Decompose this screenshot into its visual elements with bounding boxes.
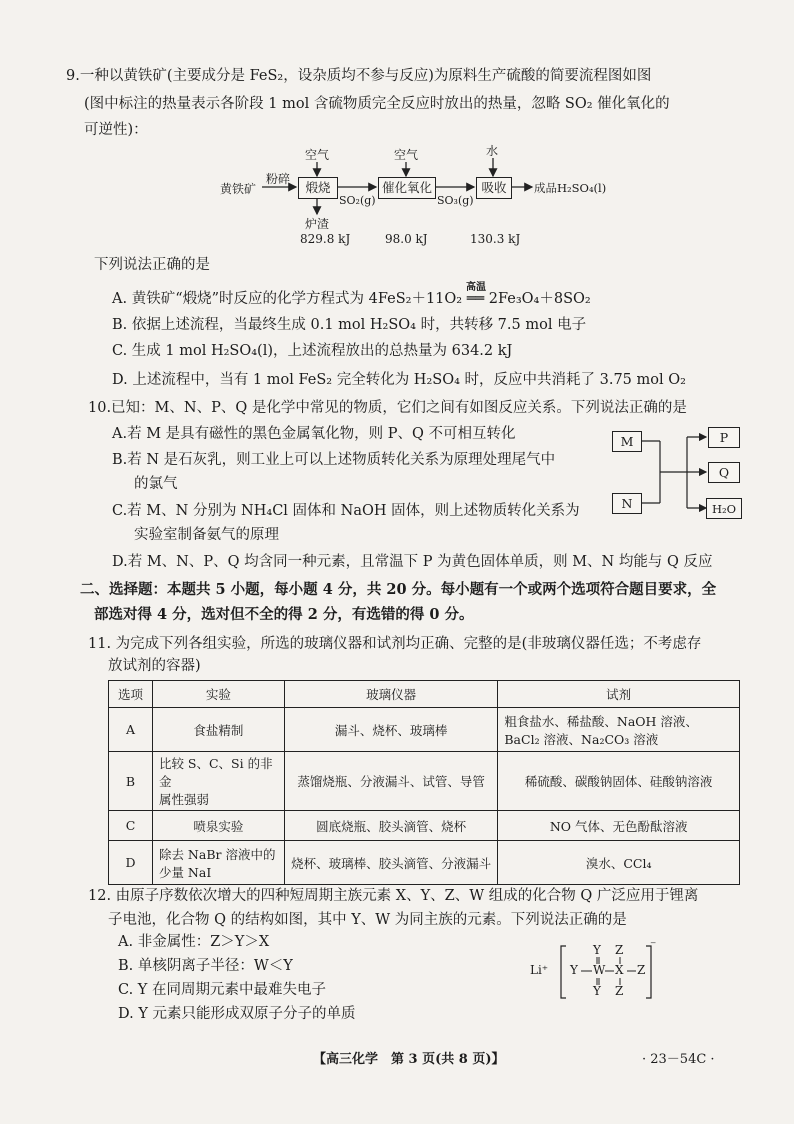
q10-box-n: N [612,493,642,514]
struct-atom-y-bottom: Y [593,984,601,998]
q12-option-d: D. Y 元素只能形成双原子分子的单质 [118,1006,356,1022]
flow-air1-label: 空气 [305,148,330,162]
flow-slag-label: 炉渣 [305,217,330,231]
row-a-experiment: 食盐精制 [152,708,284,752]
row-d-glassware: 烧杯、玻璃棒、胶头滴管、分液漏斗 [284,841,498,885]
row-a-glassware: 漏斗、烧杯、玻璃棒 [284,708,498,752]
row-a-reagents-line2: BaCl₂ 溶液、Na₂CO₃ 溶液 [504,731,659,747]
q9-option-c: C. 生成 1 mol H₂SO₄(l)，上述流程放出的总热量为 634.2 kJ [112,343,513,359]
footer-code: · 23－54C · [642,1052,715,1067]
row-b-option: B [109,752,153,811]
header-reagents: 试剂 [498,681,740,708]
q10-option-b-line2: 的氯气 [134,476,178,492]
struct-atom-y-top: Y [593,943,601,957]
flow-air2-label: 空气 [394,148,419,162]
q12-stem-line1: 12. 由原子序数依次增大的四种短周期主族元素 X、Y、Z、W 组成的化合物 Q 广泛应用于锂离 [88,888,699,904]
flow-so2-label: SO₂(g) [339,194,376,207]
q9-stem-line2: (图中标注的热量表示各阶段 1 mol 含硫物质完全反应时放出的热量，忽略 SO₂ 催化氧化的 [84,96,670,112]
flow-water-label: 水 [486,144,499,158]
row-c-experiment: 喷泉实验 [152,811,284,841]
flow-crush-label: 粉碎 [266,172,291,186]
row-c-reagents: NO 气体、无色酚酞溶液 [498,811,740,841]
q9-option-b: B. 依据上述流程，当最终生成 0.1 mol H₂SO₄ 时，共转移 7.5 mol 电子 [112,317,587,333]
row-d-experiment-line2: 少量 NaI [158,864,212,880]
row-c-option: C [109,811,153,841]
header-option: 选项 [109,681,153,708]
row-a-option: A [109,708,153,752]
flow-so3-label: SO₃(g) [437,194,474,207]
q11-stem-line1: 11. 为完成下列各组实验，所选的玻璃仪器和试剂均正确、完整的是(非玻璃仪器任选；不考虑存 [88,636,702,652]
row-b-reagents: 稀硫酸、碳酸钠固体、硅酸钠溶液 [498,752,740,811]
q9-stem-line3: 可逆性)： [84,122,148,138]
struct-charge: ⁻ [650,938,657,952]
flow-heat1: 829.8 kJ [300,232,351,246]
struct-atom-z-bottom: Z [615,984,624,998]
section2-header-line2: 部选对得 4 分，选对但不全的得 2 分，有选错的得 0 分。 [94,606,474,623]
q12-option-c: C. Y 在同周期元素中最难失电子 [118,982,326,998]
struct-atom-w: W [593,963,606,977]
q10-box-m: M [612,431,642,452]
q10-box-h2o: H₂O [706,498,742,519]
header-experiment: 实验 [152,681,284,708]
q11-stem-line2: 放试剂的容器) [108,658,201,674]
q10-option-a: A.若 M 是具有磁性的黑色金属氧化物，则 P、Q 不可相互转化 [112,426,516,442]
struct-atom-y-left: Y [570,963,578,977]
header-glassware: 玻璃仪器 [284,681,498,708]
q10-option-b-line1: B.若 N 是石灰乳，则工业上可以上述物质转化关系为原理处理尾气中 [112,452,556,468]
row-b-glassware: 蒸馏烧瓶、分液漏斗、试管、导管 [284,752,498,811]
flow-box-catalytic-oxidation: 催化氧化 [378,177,436,199]
struct-atom-z-right: Z [637,963,646,977]
q10-stem: 10.已知：M、N、P、Q 是化学中常见的物质，它们之间有如图反应关系。下列说法正确的是 [88,400,687,416]
row-a-reagents-line1: 粗食盐水、稀盐酸、NaOH 溶液、 [504,713,698,729]
row-b-experiment-line1: 比较 S、C、Si 的非金 [158,756,273,789]
flow-heat2: 98.0 kJ [385,232,428,246]
q10-box-q: Q [708,462,740,483]
flow-product-label: 成品H₂SO₄(l) [534,181,607,195]
q10-box-p: P [708,427,740,448]
q9-stem-line1: 9.一种以黄铁矿(主要成分是 FeS₂，设杂质均不参与反应)为原料生产硫酸的简要流程图如图 [66,68,652,84]
q9-ask: 下列说法正确的是 [94,257,210,273]
section2-header-line1: 二、选择题：本题共 5 小题，每小题 4 分，共 20 分。每小题有一个或两个选项符合题目要求，全 [80,581,717,598]
q10-option-c-line2: 实验室制备氨气的原理 [134,527,279,543]
q12-stem-line2: 子电池，化合物 Q 的结构如图，其中 Y、W 为同主族的元素。下列说法正确的是 [108,912,627,928]
row-d-reagents: 溴水、CCl₄ [498,841,740,885]
q10-option-d: D.若 M、N、P、Q 均含同一种元素，且常温下 P 为黄色固体单质，则 M、N 均能与 Q 反应 [112,554,713,570]
q10-option-c-line1: C.若 M、N 分别为 NH₄Cl 固体和 NaOH 固体，则上述物质转化关系为 [112,503,580,519]
row-b-experiment-line2: 属性强弱 [158,792,209,807]
footer-page-info: 【高三化学 第 3 页(共 8 页)】 [313,1052,505,1067]
flow-box-absorb: 吸收 [476,177,512,199]
flow-start-label: 黄铁矿 [220,182,257,196]
flow-heat3: 130.3 kJ [470,232,521,246]
struct-atom-z-top: Z [615,943,624,957]
q9-option-a: A. 黄铁矿“煅烧”时反应的化学方程式为 4FeS₂＋11O₂ ══ 2Fe₃O₄＋8SO₂ [112,291,591,307]
q12-option-b: B. 单核阴离子半径：W＜Y [118,958,293,974]
q9-option-d: D. 上述流程中，当有 1 mol FeS₂ 完全转化为 H₂SO₄ 时，反应中共消耗了 3.75 mol O₂ [112,372,686,388]
row-d-option: D [109,841,153,885]
flow-box-roast: 煅烧 [298,177,338,199]
struct-atom-x: X [615,963,624,977]
row-c-glassware: 圆底烧瓶、胶头滴管、烧杯 [284,811,498,841]
struct-li-ion: Li⁺ [530,963,549,977]
q12-option-a: A. 非金属性：Z＞Y＞X [118,934,270,950]
q9-option-a-condition: 高温 [466,282,486,293]
row-d-experiment-line1: 除去 NaBr 溶液中的 [158,846,276,862]
